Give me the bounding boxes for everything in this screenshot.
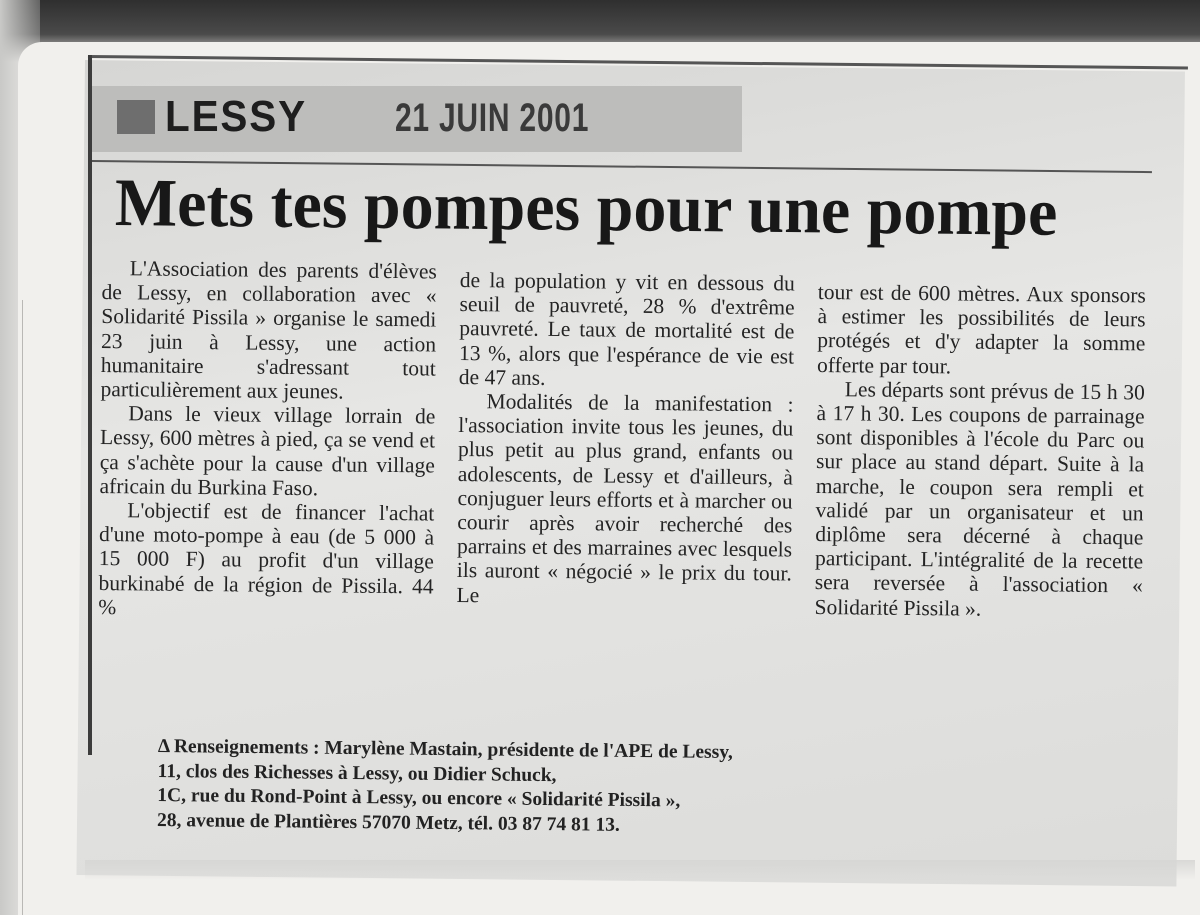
article-headline: Mets tes pompes pour une pompe [114,164,1058,250]
article-column-2 [456,268,795,610]
publication-date: 21 JUIN 2001 [395,96,590,140]
section-title: LESSY [165,92,307,141]
contact-info [157,735,958,841]
page-margin-line [22,300,23,915]
paragraph: tour est de 600 mètres. Aux sponsors à estimer les possibilités de leurs protégés et d'y adapter la somme offerte par tour. [816,280,1146,379]
paragraph: L'Association des parents d'élèves de Lessy, en collaboration avec « Solidarité Pissila » organise le samedi 23 juin à Lessy, une action humanitaire s'adressant tout particulièrement aux jeunes. [100,256,437,404]
paragraph: Les départs sont prévus de 15 h 30 à 17 h 30. Les coupons de parrainage sont disponibles à l'école du Parc ou sur place au stand départ. Suite à la marche, le coupon sera rempli et validé par un organisateur et un diplôme sera décerné à chaque participant. L'intégralité de la recette sera reversée à l'association « Solidarité Pissila ». [814,377,1145,621]
contact-line: 1C, rue du Rond-Point à Lessy, ou encore « Solidarité Pissila », [157,784,681,812]
paragraph: Modalités de la manifestation : l'association invite tous les jeunes, du plus petit au plus grand, enfants ou adolescents, de Lessy et d'ailleurs, à conjuguer leurs efforts et à marcher ou courir après avoir recherché des parrains et des marraines avec lesquels ils auront « négocié » le prix du tour. Le [456,389,794,607]
article-column-1 [98,256,437,623]
section-marker [117,100,155,134]
paragraph: de la population y vit en dessous du seuil de pauvreté, 28 % d'extrême pauvreté. Le taux de mortalité est de 13 %, alors que l'espérance de vie est de 47 ans. [458,268,795,390]
paragraph: L'objectif est de financer l'achat d'une moto-pompe à eau (de 5 000 à 15 000 F) au profit d'un village burkinabé de la région de Pissila. 44 % [98,498,435,620]
article-column-3 [814,280,1146,622]
clipping-bottom-edge [85,860,1195,880]
contact-line: Δ Renseignements : Marylène Mastain, présidente de l'APE de Lessy, [157,735,733,764]
contact-line: 11, clos des Richesses à Lessy, ou Didier Schuck, [157,760,557,786]
contact-line: 28, avenue de Plantières 57070 Metz, tél. 03 87 74 81 13. [156,809,620,836]
paragraph: Dans le vieux village lorrain de Lessy, 600 mètres à pied, ça se vend et ça s'achète pour la cause d'un village africain du Burkina Faso. [99,401,436,501]
